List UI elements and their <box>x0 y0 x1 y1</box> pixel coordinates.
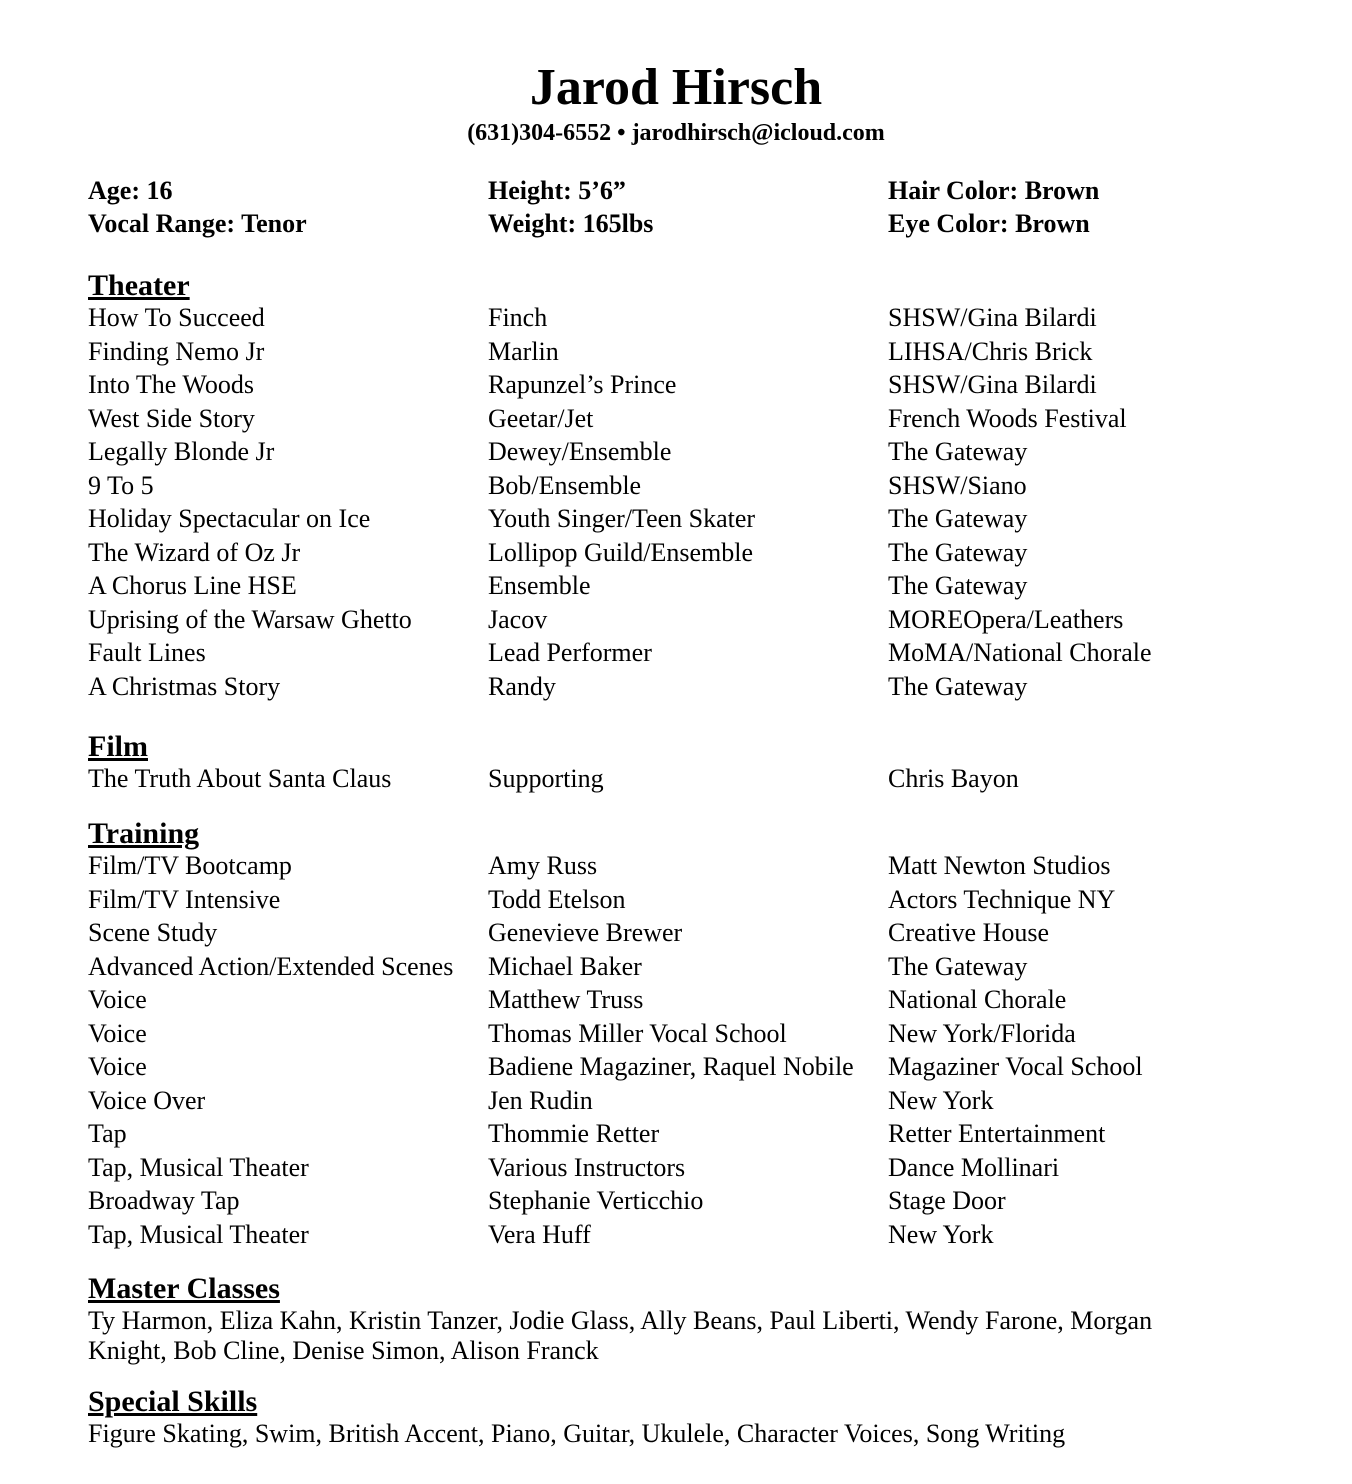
table-row <box>0 1152 1352 1184</box>
credit-title: Tap, Musical Theater <box>88 1152 309 1182</box>
credit-company: Actors Technique NY <box>888 884 1116 914</box>
credit-role: Various Instructors <box>488 1152 686 1182</box>
credit-title: Finding Nemo Jr <box>88 336 265 366</box>
credit-company: Matt Newton Studios <box>888 851 1111 880</box>
stat-hair-color: Hair Color: Brown <box>888 176 1100 205</box>
credit-role: Jacov <box>488 604 548 634</box>
credit-title: Tap <box>88 1119 127 1148</box>
credit-role: Randy <box>488 671 556 701</box>
credit-role: Vera Huff <box>488 1219 591 1249</box>
stat-vocal-range: Vocal Range: Tenor <box>88 209 307 238</box>
credit-role: Thomas Miller Vocal School <box>488 1018 787 1048</box>
credit-role: Thommie Retter <box>488 1119 660 1148</box>
table-row <box>0 470 1352 502</box>
credit-company: The Gateway <box>888 671 1028 701</box>
credit-title: The Wizard of Oz Jr <box>88 537 301 567</box>
credit-company: The Gateway <box>888 437 1028 466</box>
credit-title: West Side Story <box>88 403 255 433</box>
credit-role: Geetar/Jet <box>488 403 594 433</box>
special-skills-heading: Special Skills <box>88 1385 258 1418</box>
table-row <box>0 570 1352 602</box>
master-classes-heading: Master Classes <box>88 1272 280 1305</box>
table-row <box>0 637 1352 669</box>
table-row <box>0 984 1352 1016</box>
credit-title: Voice <box>88 985 147 1014</box>
table-row <box>0 1219 1352 1251</box>
table-row <box>0 917 1352 949</box>
table-row <box>0 951 1352 983</box>
credit-company: Magaziner Vocal School <box>888 1052 1143 1081</box>
credit-title: Voice <box>88 1052 147 1081</box>
credit-title: Uprising of the Warsaw Ghetto <box>88 604 412 634</box>
credit-role: Supporting <box>488 764 604 793</box>
table-row <box>0 369 1352 401</box>
credit-title: Scene Study <box>88 918 218 947</box>
credit-role: Matthew Truss <box>488 985 644 1014</box>
credit-role: Youth Singer/Teen Skater <box>488 504 756 533</box>
credit-title: Legally Blonde Jr <box>88 437 275 466</box>
credit-role: Michael Baker <box>488 951 642 981</box>
credit-company: French Woods Festival <box>888 403 1127 433</box>
credit-role: Ensemble <box>488 571 591 600</box>
credit-role: Lead Performer <box>488 638 652 667</box>
credit-company: MOREOpera/Leathers <box>888 604 1124 634</box>
credit-company: Chris Bayon <box>888 764 1019 793</box>
theater-heading: Theater <box>88 269 190 302</box>
table-row <box>0 436 1352 468</box>
credit-role: Todd Etelson <box>488 884 626 914</box>
credit-title: Tap, Musical Theater <box>88 1219 309 1249</box>
credit-title: How To Succeed <box>88 303 265 332</box>
table-row <box>0 302 1352 334</box>
credit-role: Dewey/Ensemble <box>488 437 672 466</box>
credit-title: Fault Lines <box>88 638 206 667</box>
table-row <box>0 537 1352 569</box>
credit-title: Into The Woods <box>88 370 254 399</box>
table-row <box>0 336 1352 368</box>
table-row <box>0 1051 1352 1083</box>
credit-company: SHSW/Gina Bilardi <box>888 303 1097 332</box>
credit-title: Voice <box>88 1018 147 1048</box>
credit-role: Lollipop Guild/Ensemble <box>488 537 754 567</box>
credit-title: Film/TV Intensive <box>88 884 281 914</box>
credit-role: Jen Rudin <box>488 1085 593 1115</box>
resume-name: Jarod Hirsch <box>529 59 823 116</box>
credit-company: National Chorale <box>888 985 1067 1014</box>
table-row <box>0 850 1352 882</box>
stat-eye-color: Eye Color: Brown <box>888 209 1090 238</box>
credit-title: Broadway Tap <box>88 1186 240 1215</box>
credit-title: 9 To 5 <box>88 470 154 500</box>
credit-title: A Chorus Line HSE <box>88 571 297 600</box>
credit-role: Stephanie Verticchio <box>488 1186 704 1215</box>
credit-company: LIHSA/Chris Brick <box>888 336 1093 366</box>
credit-company: SHSW/Gina Bilardi <box>888 370 1097 399</box>
credit-company: Stage Door <box>888 1186 1006 1215</box>
credit-title: A Christmas Story <box>88 671 281 701</box>
credit-company: Creative House <box>888 918 1050 947</box>
stat-weight: Weight: 165lbs <box>488 209 654 238</box>
table-row <box>0 403 1352 435</box>
training-heading: Training <box>88 817 200 850</box>
credit-company: The Gateway <box>888 571 1028 600</box>
credit-company: Dance Mollinari <box>888 1152 1060 1182</box>
credit-company: The Gateway <box>888 504 1028 533</box>
credit-role: Rapunzel’s Prince <box>488 370 677 399</box>
credit-role: Badiene Magaziner, Raquel Nobile <box>488 1052 854 1081</box>
credit-title: The Truth About Santa Claus <box>88 764 392 793</box>
table-row <box>0 671 1352 703</box>
table-row <box>0 503 1352 535</box>
credit-title: Voice Over <box>88 1085 206 1115</box>
table-row <box>0 763 1352 795</box>
table-row <box>0 1018 1352 1050</box>
credit-title: Film/TV Bootcamp <box>88 851 292 880</box>
credit-role: Genevieve Brewer <box>488 918 683 947</box>
credit-role: Bob/Ensemble <box>488 470 642 500</box>
special-skills-list: Figure Skating, Swim, British Accent, Piano, Guitar, Ukulele, Character Voices, Song Writing <box>88 1419 1066 1448</box>
table-row <box>0 1185 1352 1217</box>
credit-title: Holiday Spectacular on Ice <box>88 504 371 533</box>
credit-role: Marlin <box>488 336 559 366</box>
table-row <box>0 884 1352 916</box>
stat-age: Age: 16 <box>88 176 173 205</box>
credit-company: MoMA/National Chorale <box>888 638 1152 667</box>
credit-company: SHSW/Siano <box>888 470 1027 500</box>
table-row <box>0 1085 1352 1117</box>
contact-line: (631)304-6552 • jarodhirsch@icloud.com <box>467 120 885 146</box>
credit-company: The Gateway <box>888 951 1028 981</box>
master-classes-list: Ty Harmon, Eliza Kahn, Kristin Tanzer, Jodie Glass, Ally Beans, Paul Liberti, Wendy Farone, Morgan Knight, Bob Cline, Denise Simon, Alison Franck <box>88 1306 1153 1365</box>
credit-company: New York/Florida <box>888 1018 1076 1048</box>
credit-title: Advanced Action/Extended Scenes <box>88 951 454 981</box>
credit-role: Amy Russ <box>488 851 598 880</box>
credit-company: New York <box>888 1085 994 1115</box>
film-heading: Film <box>88 730 148 763</box>
table-row <box>0 1118 1352 1150</box>
stat-height: Height: 5’6” <box>488 176 626 205</box>
credit-company: New York <box>888 1219 994 1249</box>
table-row <box>0 604 1352 636</box>
credit-company: Retter Entertainment <box>888 1119 1106 1148</box>
credit-company: The Gateway <box>888 537 1028 567</box>
credit-role: Finch <box>488 303 548 332</box>
